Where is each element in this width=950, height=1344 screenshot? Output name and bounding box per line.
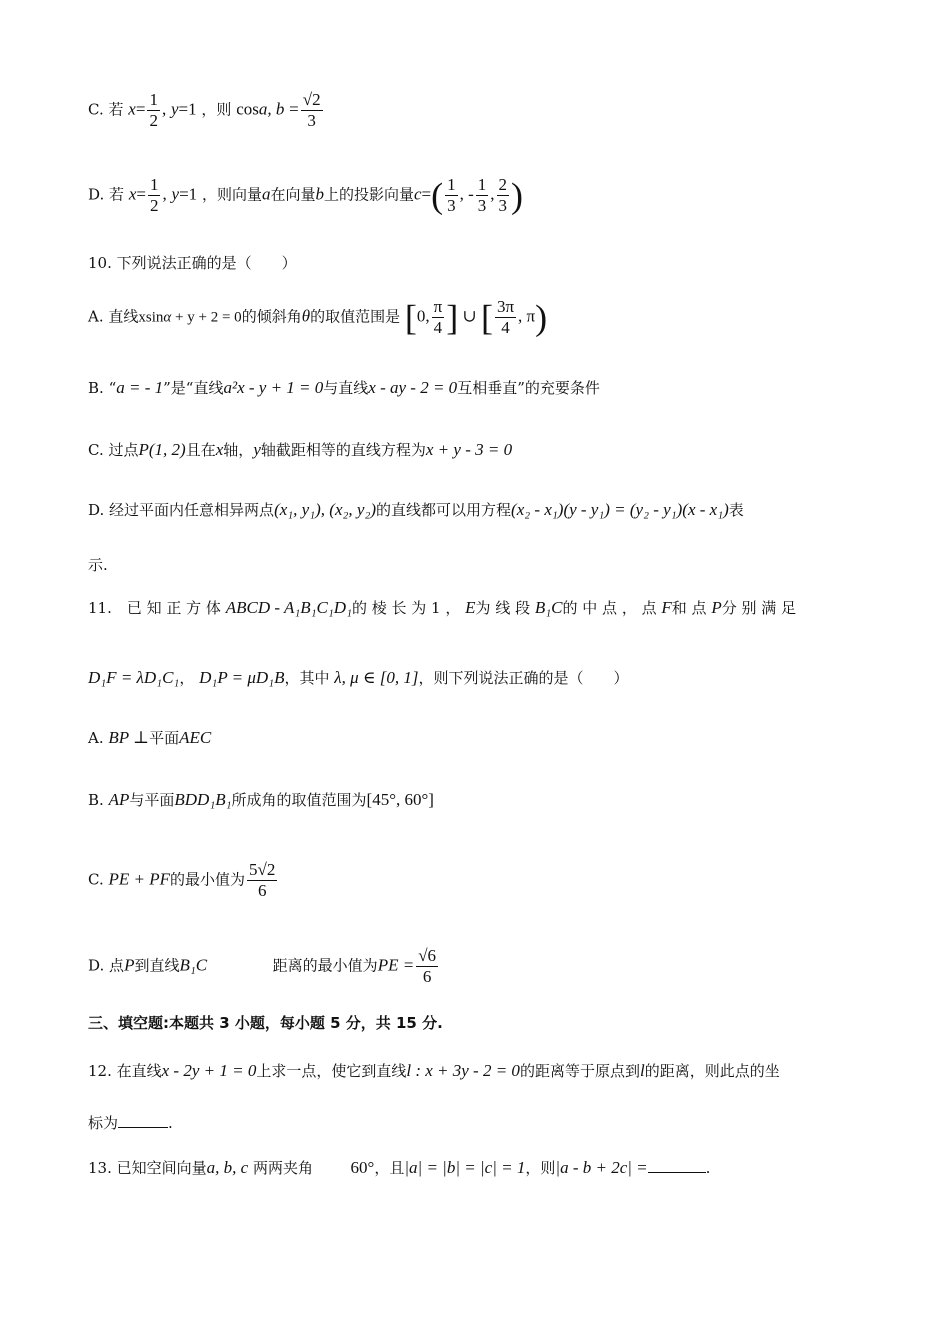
math-range: [45°, 60°] bbox=[366, 790, 434, 809]
text: 的倾斜角 bbox=[241, 307, 302, 326]
math-theta: θ bbox=[301, 306, 311, 326]
frac-den: 6 bbox=[257, 881, 267, 900]
text: “ bbox=[108, 379, 117, 397]
q13-line bbox=[88, 1158, 710, 1178]
text: 上求一点，使它到直线 bbox=[256, 1062, 407, 1080]
text: ，则 bbox=[201, 100, 232, 119]
text: . bbox=[705, 1159, 711, 1177]
math-c: c bbox=[413, 184, 422, 204]
text: 与平面 bbox=[129, 791, 175, 809]
math-l: l bbox=[639, 1061, 645, 1080]
text: 上的投影向量 bbox=[323, 185, 414, 204]
text: 直线 bbox=[108, 307, 139, 326]
q11-option-a bbox=[88, 728, 211, 748]
text: 经过平面内任意相异两点 bbox=[109, 501, 275, 519]
q10-option-c bbox=[88, 440, 512, 460]
math-expr: |a| = |b| = |c| = 1 bbox=[404, 1158, 526, 1177]
text: 分 别 满 足 bbox=[721, 599, 797, 617]
frac-den: 2 bbox=[149, 111, 158, 130]
text: 平面 bbox=[149, 729, 180, 747]
text: ”是“直线 bbox=[163, 379, 224, 397]
text: 到直线 bbox=[134, 956, 180, 975]
q11-stem-line1 bbox=[88, 598, 796, 618]
text: 的距离，则此点的坐 bbox=[644, 1062, 780, 1080]
q10-option-a: A. 直线xsinα + y + 2 = 0的倾斜角θ的取值范围是 [0, $\frac{\pi}{4}$ ] ∪ [ $\frac{3\pi}{4}$ , π) bbox=[88, 297, 548, 338]
math-plane: AEC bbox=[179, 728, 212, 747]
text: ，则下列说法正确的是（ ） bbox=[418, 669, 629, 687]
math-a: a bbox=[261, 184, 271, 204]
math-plane: BDD₁B₁ bbox=[174, 790, 232, 809]
math-points: (x₁, y₁), (x₂, y₂) bbox=[274, 500, 377, 519]
q12-line2 bbox=[88, 1113, 173, 1133]
math-expr: x - 2y + 1 = 0 bbox=[161, 1061, 257, 1080]
section-heading: 三、填空题:本题共 3 小题，每小题 5 分，共 15 分. bbox=[88, 1014, 443, 1032]
option-label: D. bbox=[88, 185, 105, 204]
q10-option-d bbox=[88, 500, 744, 520]
text: 若 bbox=[109, 185, 125, 204]
math-y: y bbox=[253, 440, 261, 459]
text: 轴截距相等的直线方程为 bbox=[260, 441, 426, 459]
math-expr: PE + PF bbox=[108, 869, 171, 889]
text: 12. 在直线 bbox=[88, 1062, 162, 1080]
q12-line1 bbox=[88, 1061, 780, 1081]
text: 所成角的取值范围为 bbox=[231, 791, 367, 809]
option-label: D. bbox=[88, 956, 105, 975]
text: ，且 bbox=[374, 1159, 405, 1177]
text: 13. 已知空间向量 bbox=[88, 1159, 207, 1177]
math-p: P bbox=[711, 598, 722, 617]
text: 距离的最小值为 bbox=[272, 956, 378, 975]
q11-stem-line2 bbox=[88, 668, 629, 688]
option-label: C. bbox=[88, 870, 104, 889]
fraction-one-half bbox=[147, 90, 160, 131]
text: 与直线 bbox=[323, 379, 369, 397]
math-f: F bbox=[661, 598, 672, 617]
math-expr: a = - 1 bbox=[116, 378, 164, 397]
q9-option-d: D. 若 x= $\frac{1}{2}$ , y=1 ，则向量a在向量b上的投影向量c=( $\frac{1}{3}$ , - $\frac{1}{3}$ , $\frac{2}{3}$ ) bbox=[88, 175, 524, 216]
text: 的取值范围是 bbox=[310, 307, 401, 326]
math-b: b bbox=[315, 184, 324, 204]
math-cos: cos bbox=[236, 99, 259, 119]
text: 的直线都可以用方程 bbox=[376, 501, 512, 519]
math-expr: x - ay - 2 = 0 bbox=[368, 378, 458, 397]
frac-num: √6 bbox=[418, 946, 437, 965]
text: 的 棱 长 为 1 ， bbox=[351, 599, 461, 617]
answer-blank bbox=[118, 1113, 168, 1128]
text: 标为 bbox=[88, 1114, 119, 1132]
fraction bbox=[247, 860, 277, 901]
math-ap: AP bbox=[108, 790, 130, 809]
text: 为 线 段 bbox=[475, 599, 531, 617]
math-point: P(1, 2) bbox=[138, 440, 186, 459]
q10-option-d-cont: 示. bbox=[88, 556, 108, 574]
text: 互相垂直”的充要条件 bbox=[457, 379, 600, 397]
text: 两两夹角 bbox=[252, 1159, 313, 1177]
math-angle: 60° bbox=[350, 1158, 375, 1177]
math-expr: PE = bbox=[377, 955, 415, 975]
q11-option-c bbox=[88, 860, 279, 901]
math-eq: = bbox=[289, 99, 299, 119]
math-expr: λ, μ ∈ [0, 1] bbox=[334, 668, 419, 687]
math-cube: ABCD - A₁B₁C₁D₁ bbox=[225, 598, 352, 617]
text: 的 中 点 ， 点 bbox=[562, 599, 657, 617]
q11-option-b bbox=[88, 790, 434, 810]
math-x: x bbox=[215, 440, 224, 459]
math-p: P bbox=[124, 955, 135, 975]
text: 轴， bbox=[223, 441, 254, 459]
text: 过点 bbox=[108, 441, 139, 459]
fraction bbox=[416, 946, 438, 987]
option-label: B. bbox=[88, 379, 104, 397]
text: . bbox=[168, 1114, 173, 1132]
text: 在向量 bbox=[270, 185, 316, 204]
math-expr: a²x - y + 1 = 0 bbox=[223, 378, 324, 397]
q10-option-b bbox=[88, 378, 600, 398]
math-expr: (x₂ - x₁)(y - y₁) = (y₂ - y₁)(x - x₁) bbox=[511, 500, 729, 519]
frac-num: 5√2 bbox=[249, 860, 276, 879]
option-label: A. bbox=[88, 307, 104, 326]
text: ，其中 bbox=[284, 669, 330, 687]
math-expr: l : x + 3y - 2 = 0 bbox=[406, 1061, 520, 1080]
text: 11. 已 知 正 方 体 bbox=[88, 599, 221, 617]
text: 的最小值为 bbox=[170, 870, 246, 889]
frac-num: 1 bbox=[149, 90, 158, 109]
frac-den: 3 bbox=[307, 111, 316, 130]
math-expr: BP ⊥ bbox=[108, 728, 150, 747]
fraction-one-half: $\frac{1}{2}$ bbox=[149, 175, 159, 215]
math-expr: D₁F = λD₁C₁ bbox=[88, 668, 180, 687]
math-e: E bbox=[465, 598, 476, 617]
option-label: C. bbox=[88, 441, 104, 459]
answer-blank bbox=[648, 1158, 706, 1173]
fraction-sqrt2-3 bbox=[301, 90, 323, 131]
text: 和 点 bbox=[671, 599, 707, 617]
text: 若 bbox=[108, 100, 124, 119]
text: 且在 bbox=[185, 441, 216, 459]
text: 的距离等于原点到 bbox=[519, 1062, 640, 1080]
math-yv: =1 bbox=[178, 99, 197, 119]
text: ， bbox=[179, 669, 195, 687]
option-label: B. bbox=[88, 791, 104, 809]
option-label: C. bbox=[88, 100, 104, 119]
q11-option-d bbox=[88, 946, 440, 987]
text: ，则 bbox=[525, 1159, 556, 1177]
math-ab: a, b bbox=[258, 99, 285, 119]
frac-num: √2 bbox=[302, 90, 321, 109]
frac-den: 6 bbox=[422, 967, 432, 986]
math-expr: D₁P = μD₁B bbox=[199, 668, 285, 687]
text: 表 bbox=[728, 501, 744, 519]
math-x: x bbox=[128, 99, 136, 119]
math-expr: x + y - 3 = 0 bbox=[425, 440, 513, 459]
math-seg: B₁C bbox=[534, 598, 563, 617]
option-label: D. bbox=[88, 501, 105, 519]
q9-option-c: C. 若 x= $\frac{1}{2}$ , y=1 ，则 cosa, b = $\frac{√2}{3}$ bbox=[88, 90, 321, 130]
math-y: y bbox=[170, 99, 179, 119]
math-eq: = bbox=[135, 99, 146, 119]
text: ，则向量 bbox=[201, 185, 262, 204]
text: 点 bbox=[109, 956, 125, 975]
option-label: A. bbox=[88, 729, 104, 747]
math-vecs: a, b, c bbox=[206, 1158, 249, 1177]
q10-stem: 10. 下列说法正确的是（ ） bbox=[88, 254, 297, 272]
math-expr: |a - b + 2c| = bbox=[555, 1158, 648, 1177]
math-line: B₁C bbox=[179, 955, 208, 975]
